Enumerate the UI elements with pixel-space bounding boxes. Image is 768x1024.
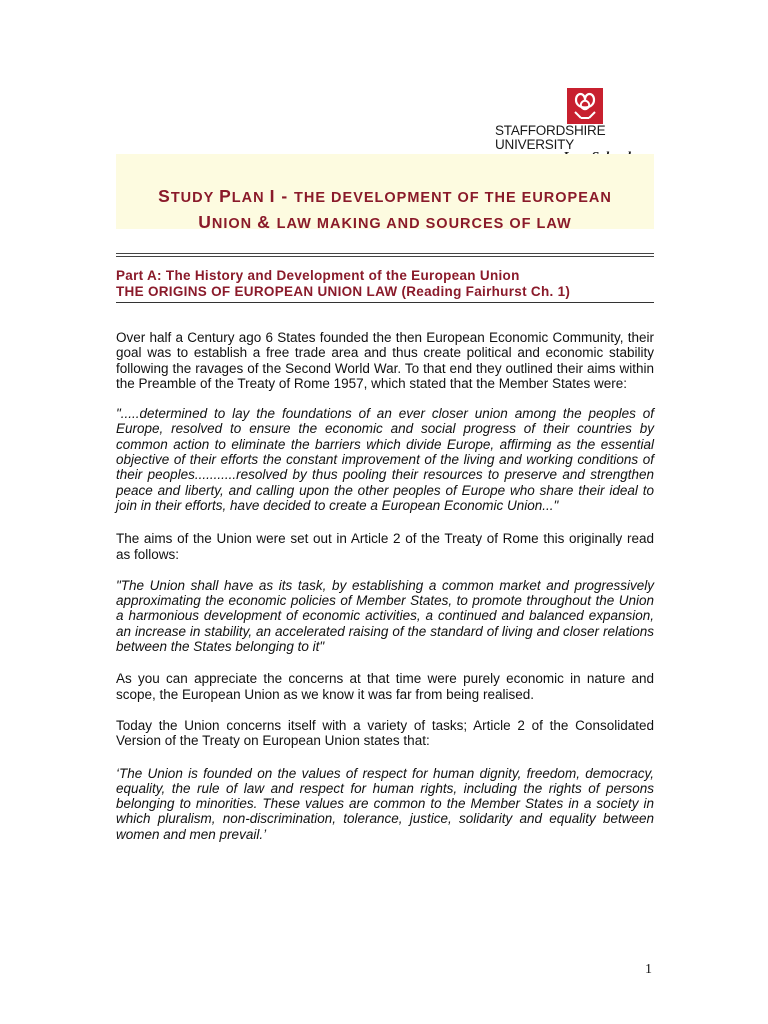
consolidated-treaty-quote: ‘The Union is founded on the values of respect for human dignity, freedom, democracy, equality, the rule of law and respect for human rights, including the rights of persons belonging to minorities. These values are common to the Member States in a society in which pluralism, non-discrimination, tolerance, justice, solidarity and equality between women and men prevail.’ xyxy=(116,765,654,842)
document-body xyxy=(116,330,654,857)
staffordshire-knot-icon xyxy=(567,88,603,124)
title-cap-p: P xyxy=(219,186,232,206)
body-paragraph: As you can appreciate the concerns at that time were purely economic in nature and scope, the European Union as we know it was far from being realised. xyxy=(116,671,654,702)
title-divider xyxy=(116,253,654,257)
document-title xyxy=(116,184,654,236)
title-line-1 xyxy=(116,184,654,210)
article-2-quote: "The Union shall have as its task, by establishing a common market and progressively approximating the economic policies of Member States, to promote throughout the Union a harmonious development of economic activities, a continued and balanced expansion, an increase in stability, an accelerated raising of the standard of living and closer relations between the States belonging to it" xyxy=(116,577,654,655)
page-number: 1 xyxy=(645,962,652,977)
part-a-underline xyxy=(116,302,654,303)
title-numeral: I - xyxy=(269,186,295,206)
part-a-heading-block xyxy=(116,268,656,300)
title-cap-s: S xyxy=(158,186,171,206)
university-name-line1: STAFFORDSHIRE xyxy=(495,123,606,138)
part-a-subheading: THE ORIGINS OF EUROPEAN UNION LAW (Reading Fairhurst Ch. 1) xyxy=(116,284,571,299)
title-line1-rest: THE DEVELOPMENT OF THE EUROPEAN xyxy=(294,190,612,206)
title-ampersand: & xyxy=(257,212,277,232)
university-crest-logo xyxy=(567,88,603,124)
part-a-heading: Part A: The History and Development of the European Union xyxy=(116,268,520,283)
title-line2-rest: LAW MAKING AND SOURCES OF LAW xyxy=(276,216,572,232)
university-name xyxy=(495,124,605,152)
title-line-2 xyxy=(116,210,654,236)
treaty-preamble-quote: ".....determined to lay the foundations of an ever closer union among the peoples of Europe, resolved to ensure the economic and social progress of their countries by common action to eliminate the barriers which divide Europe, affirming as the essential objective of their efforts the constant improvement of the living and working conditions of their peoples...........resolved by thus pooling their resources to preserve and strengthen peace and liberty, and calling upon the other peoples of Europe who share their ideal to join in their efforts, have decided to create a European Economic Union..." xyxy=(116,406,654,513)
body-paragraph: The aims of the Union were set out in Article 2 of the Treaty of Rome this originally read as follows: xyxy=(116,531,654,562)
body-paragraph: Over half a Century ago 6 States founded the then European Economic Community, their goal was to establish a free trade area and thus create political and economic stability following the ravages of the Second World War. To that end they outlined their aims within the Preamble of the Treaty of Rome 1957, which stated that the Member States were: xyxy=(116,330,654,391)
title-word-study: TUDY xyxy=(170,190,220,206)
body-paragraph: Today the Union concerns itself with a variety of tasks; Article 2 of the Consolidated Version of the Treaty on European Union states that: xyxy=(116,717,654,749)
title-word-union: NION xyxy=(211,216,258,232)
university-name-line2: UNIVERSITY xyxy=(495,137,575,152)
title-word-plan: LAN xyxy=(231,190,270,206)
title-cap-u: U xyxy=(198,212,212,232)
